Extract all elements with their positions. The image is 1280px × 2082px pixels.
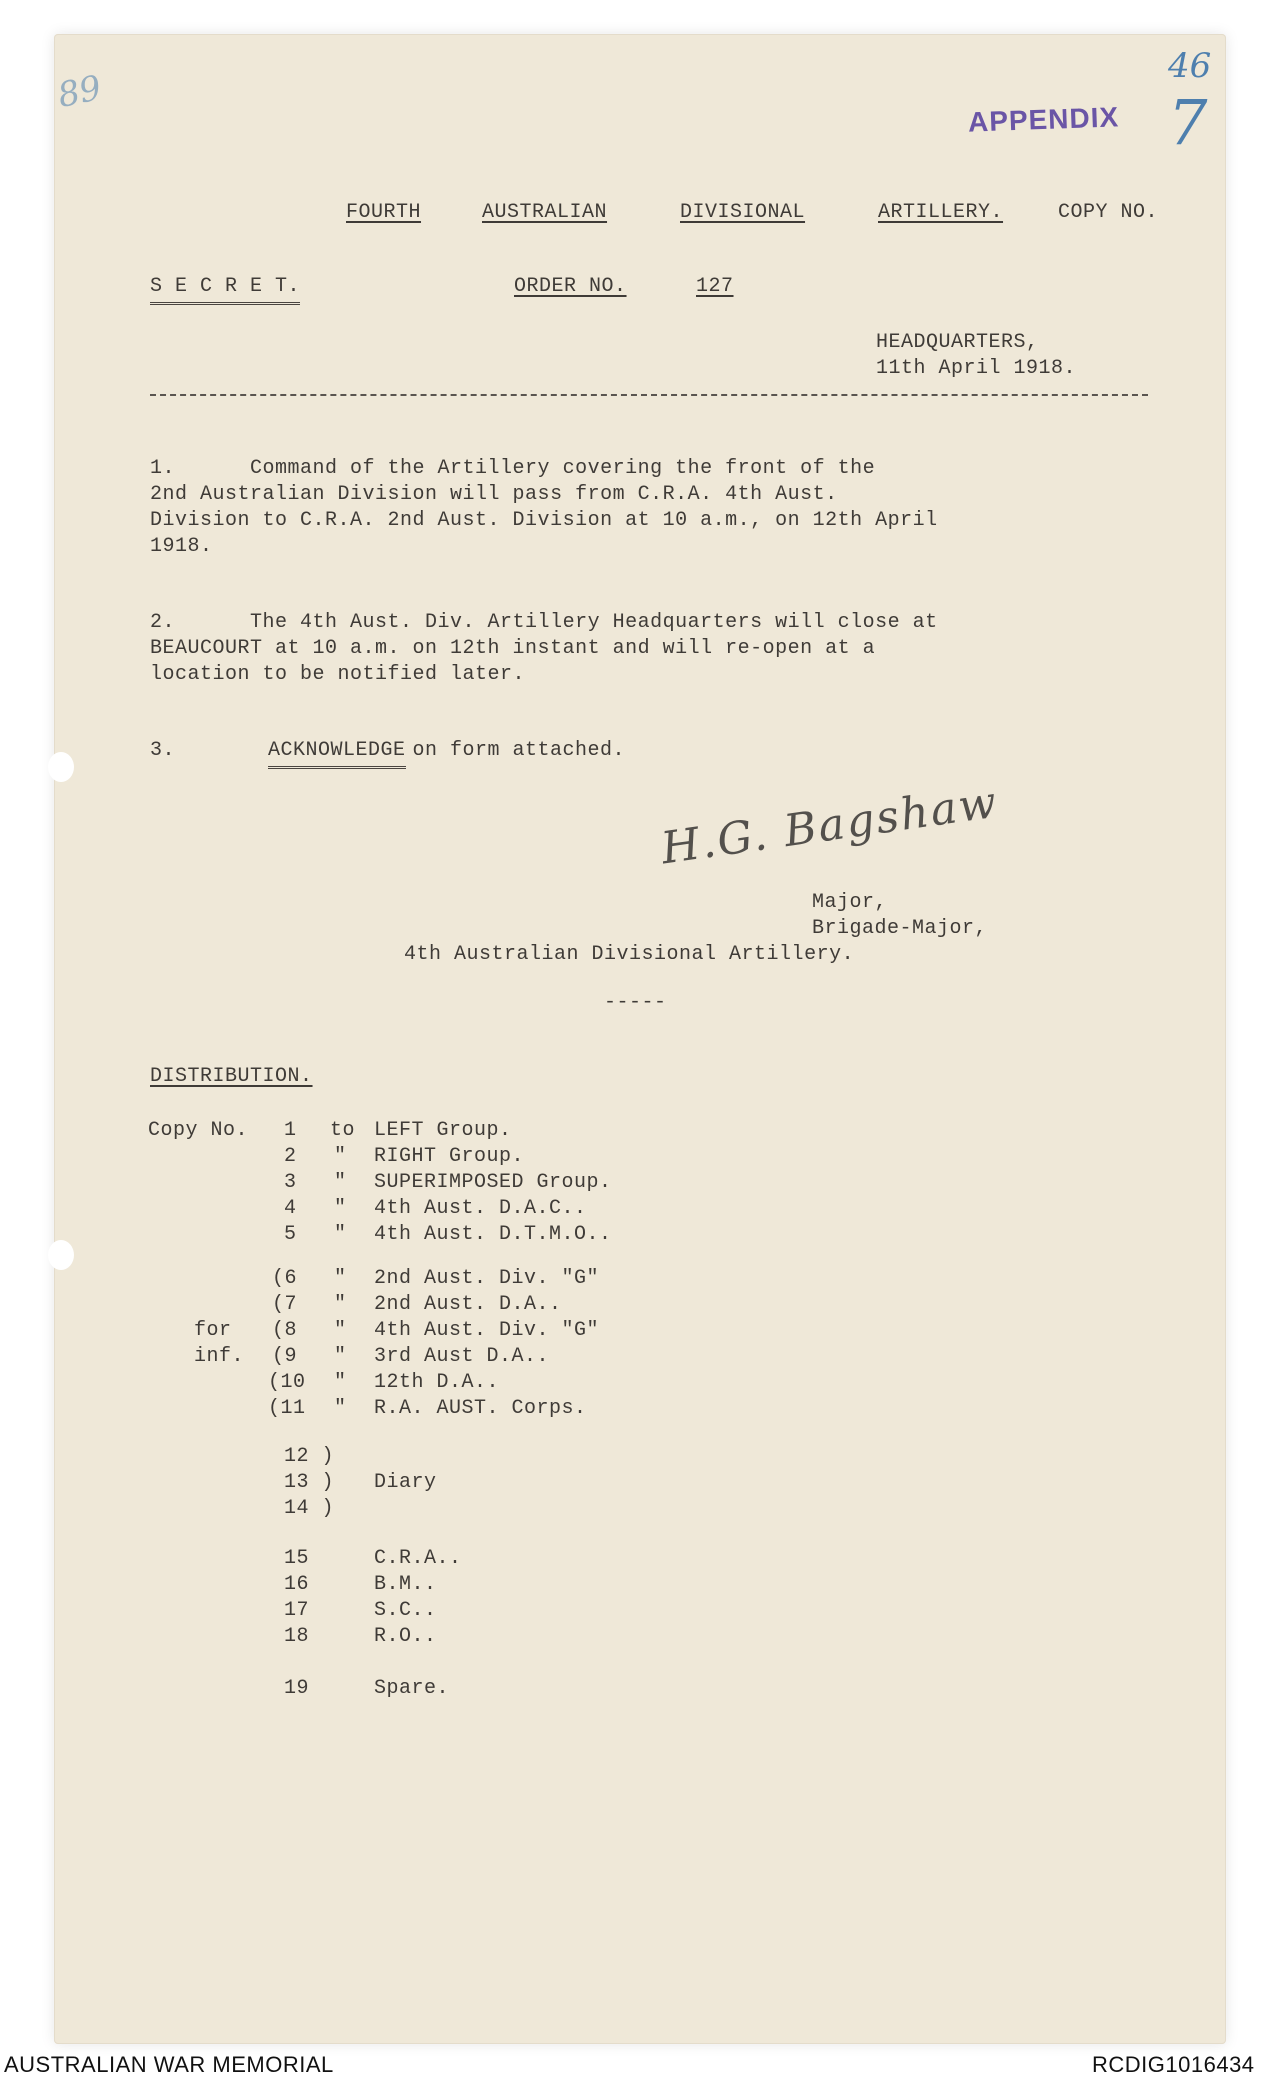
dist-recipient: RIGHT Group.: [374, 1145, 525, 1168]
dist-recipient: SUPERIMPOSED Group.: [374, 1171, 612, 1194]
pencil-appendix-number: 7: [1168, 86, 1208, 159]
for-label: for: [194, 1319, 232, 1342]
info-recipient: 2nd Aust. D.A..: [374, 1293, 562, 1316]
pencil-folio-number: 46: [1168, 46, 1212, 86]
info-mark: ": [334, 1293, 347, 1316]
info-recipient: 12th D.A..: [374, 1371, 500, 1394]
archive-credit: AUSTRALIAN WAR MEMORIAL: [4, 2052, 334, 2077]
distribution-heading: DISTRIBUTION.: [150, 1065, 313, 1088]
header-word-artillery: ARTILLERY.: [878, 201, 1004, 224]
order-number: 127: [696, 275, 734, 298]
inf-label: inf.: [194, 1345, 245, 1368]
dist-mark: ": [334, 1171, 347, 1194]
diary-num: 12 ): [284, 1445, 335, 1468]
diary-label: Diary: [374, 1471, 437, 1494]
info-recipient: 3rd Aust D.A..: [374, 1345, 550, 1368]
dist-num: 19: [284, 1677, 310, 1700]
info-num: (10: [268, 1371, 306, 1394]
dist-num: 18: [284, 1625, 310, 1648]
para1-line2: 2nd Australian Division will pass from C.R.A. 4th Aust.: [150, 483, 838, 506]
dist-num: 15: [284, 1547, 310, 1570]
dist-mark: ": [334, 1145, 347, 1168]
punch-hole: [48, 752, 74, 782]
para3-rest: on form attached.: [400, 739, 626, 762]
signature-title: Brigade-Major,: [812, 917, 988, 940]
order-date: 11th April 1918.: [876, 357, 1077, 380]
info-recipient: 4th Aust. Div. "G": [374, 1319, 600, 1342]
para1-line3: Division to C.R.A. 2nd Aust. Division at 10 a.m., on 12th April: [150, 509, 938, 532]
header-word-australian: AUSTRALIAN: [482, 201, 608, 224]
dist-mark: ": [334, 1223, 347, 1246]
para2-line3: location to be notified later.: [150, 663, 526, 686]
document-page: [54, 34, 1226, 2044]
info-mark: ": [334, 1345, 347, 1368]
info-recipient: 2nd Aust. Div. "G": [374, 1267, 600, 1290]
signature-unit: 4th Australian Divisional Artillery.: [404, 943, 855, 966]
header-word-divisional: DIVISIONAL: [680, 201, 806, 224]
dist-mark: to: [330, 1119, 356, 1142]
info-num: (9: [272, 1345, 298, 1368]
dist-num: 4: [284, 1197, 297, 1220]
copy-number-label: COPY NO.: [1058, 201, 1159, 224]
info-num: (8: [272, 1319, 298, 1342]
dist-num: 16: [284, 1573, 310, 1596]
dist-recipient: C.R.A..: [374, 1547, 462, 1570]
info-mark: ": [334, 1267, 347, 1290]
copy-no-label: Copy No.: [148, 1119, 249, 1142]
dist-recipient: LEFT Group.: [374, 1119, 512, 1142]
order-label: ORDER NO.: [514, 275, 627, 298]
dist-num: 17: [284, 1599, 310, 1622]
info-mark: ": [334, 1397, 347, 1420]
para3-number: 3.: [150, 739, 176, 762]
headquarters-label: HEADQUARTERS,: [876, 331, 1039, 354]
divider-dashes: -----: [604, 991, 667, 1014]
dist-recipient: Spare.: [374, 1677, 450, 1700]
dist-recipient: S.C..: [374, 1599, 437, 1622]
dist-recipient: R.O..: [374, 1625, 437, 1648]
dist-recipient: 4th Aust. D.A.C..: [374, 1197, 587, 1220]
dist-num: 1: [284, 1119, 297, 1142]
handwritten-signature: H.G. Bagshaw: [658, 776, 1002, 875]
para1-line4: 1918.: [150, 535, 213, 558]
dist-num: 3: [284, 1171, 297, 1194]
diary-num: 13 ): [284, 1471, 335, 1494]
info-mark: ": [334, 1319, 347, 1342]
secret-marking: S E C R E T.: [150, 274, 300, 305]
dashed-rule: [150, 394, 1148, 396]
dist-num: 2: [284, 1145, 297, 1168]
para2-line1: 2. The 4th Aust. Div. Artillery Headquarters will close at: [150, 611, 938, 634]
info-num: (6: [272, 1267, 298, 1290]
dist-recipient: B.M..: [374, 1573, 437, 1596]
info-recipient: R.A. AUST. Corps.: [374, 1397, 587, 1420]
punch-hole: [48, 1240, 74, 1270]
para1-line1: 1. Command of the Artillery covering the front of the: [150, 457, 876, 480]
acknowledge-word: ACKNOWLEDGE: [268, 738, 406, 769]
info-mark: ": [334, 1371, 347, 1394]
dist-num: 5: [284, 1223, 297, 1246]
info-num: (11: [268, 1397, 306, 1420]
signature-rank: Major,: [812, 891, 888, 914]
para2-line2: BEAUCOURT at 10 a.m. on 12th instant and will re-open at a: [150, 637, 876, 660]
dist-mark: ": [334, 1197, 347, 1220]
pencil-corner-mark: 89: [54, 67, 105, 117]
appendix-stamp: APPENDIX: [967, 101, 1120, 138]
archive-reference: RCDIG1016434: [1092, 2052, 1255, 2077]
dist-recipient: 4th Aust. D.T.M.O..: [374, 1223, 612, 1246]
info-num: (7: [272, 1293, 298, 1316]
diary-num: 14 ): [284, 1497, 335, 1520]
header-word-fourth: FOURTH: [346, 201, 422, 224]
